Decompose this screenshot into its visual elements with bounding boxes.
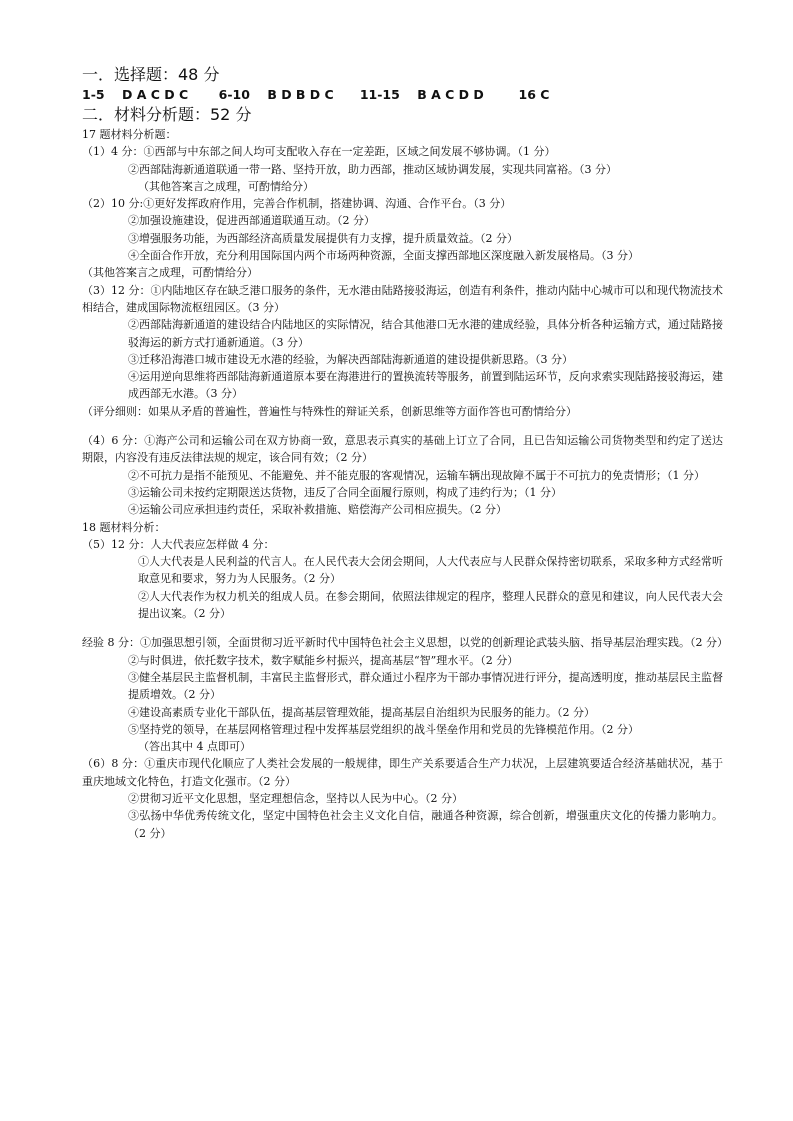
answer-line-q17-4-a: （4）6 分：①海产公司和运输公司在双方协商一致，意思表示真实的基础上订立了合同，且已告知运输公司货物类型和约定了送达期限，内容没有违反法律法规的规定，该合同有效；（2 分） bbox=[82, 434, 723, 465]
answer-line-q18-6-a: （6）8 分：①重庆市现代化顺应了人类社会发展的一般规律，即生产关系要适合生产力状况，上层建筑要适合经济基础状况，基于重庆地域文化特色，打造文化强市。（2 分） bbox=[82, 757, 723, 788]
answer-line-q17-1-a: （1）4 分：①西部与中东部之间人均可支配收入存在一定差距，区域之间发展不够协调。（1 分） bbox=[82, 145, 556, 159]
choice-answers: 1-5 D A C D C 6-10 B D B D C 11-15 B A C D D 16 C bbox=[82, 87, 550, 102]
answer-line-q17-2-a: （2）10 分:①更好发挥政府作用，完善合作机制，搭建协调、沟通、合作平台。（3 分） bbox=[82, 197, 512, 211]
answer-line-q18-exp-f: （答出其中 4 点即可） bbox=[138, 740, 251, 754]
answer-line-q18-title: 18 题材料分析： bbox=[82, 520, 166, 534]
answer-line-q18-exp-d: ④建设高素质专业化干部队伍，提高基层管理效能，提高基层自治组织为民服务的能力。（2 分） bbox=[128, 705, 595, 719]
answer-line-q17-1-b: ②西部陆海新通道联通一带一路、坚持开放，助力西部，推动区域协调发展，实现共同富裕。（3 分） bbox=[128, 162, 617, 176]
answer-line-q18-exp-a: 经验 8 分：①加强思想引领，全面贯彻习近平新时代中国特色社会主义思想，以党的创新理论武装头脑、指导基层治理实践。（2 分） bbox=[82, 636, 728, 650]
answer-line-q17-1-c: （其他答案言之成理，可酌情给分） bbox=[138, 179, 314, 193]
answer-line-q18-5-b: ①人大代表是人民利益的代言人。在人民代表大会闭会期间，人大代表应与人民群众保持密切联系，采取多种方式经常听取意见和要求，努力为人民服务。（2 分） bbox=[138, 555, 723, 586]
answer-line-q17-2-d: ④全面合作开放，充分利用国际国内两个市场两种资源，全面支撑西部地区深度融入新发展格局。（3 分） bbox=[128, 249, 639, 263]
section1-heading: 一．选择题：48 分 bbox=[82, 65, 220, 84]
answer-line-q17-4-c: ③运输公司未按约定期限送达货物，违反了合同全面履行原则，构成了违约行为；（1 分） bbox=[128, 485, 562, 499]
answer-line-q17-3-c: ③迁移沿海港口城市建设无水港的经验，为解决西部陆海新通道的建设提供新思路。（3 分） bbox=[128, 352, 573, 366]
answer-line-q18-exp-e: ⑤坚持党的领导，在基层网格管理过程中发挥基层党组织的战斗堡垒作用和党员的先锋模范作用。（2 分） bbox=[128, 722, 639, 736]
answer-line-q17-2-e: （其他答案言之成理，可酌情给分） bbox=[82, 266, 258, 280]
answer-line-q17-title: 17 题材料分析题： bbox=[82, 128, 177, 141]
answer-body bbox=[82, 126, 728, 842]
answer-line-q17-4-b: ②不可抗力是指不能预见、不能避免、并不能克服的客观情况，运输车辆出现故障不属于不可抗力的免责情形；（1 分） bbox=[128, 468, 705, 482]
answer-line-q18-exp-b: ②与时俱进，依托数字技术，数字赋能乡村振兴，提高基层“智”理水平。（2 分） bbox=[128, 653, 519, 667]
answer-line-q18-5-a: （5）12 分：人大代表应怎样做 4 分： bbox=[82, 537, 275, 551]
answer-line-q17-2-b: ②加强设施建设，促进西部通道联通互动。（2 分） bbox=[128, 214, 375, 228]
answer-line-q17-3-e: （评分细则：如果从矛盾的普遍性，普遍性与特殊性的辩证关系，创新思维等方面作答也可酌情给分） bbox=[82, 404, 577, 418]
answer-line-q17-2-c: ③增强服务功能，为西部经济高质量发展提供有力支撑，提升质量效益。（2 分） bbox=[128, 231, 518, 245]
answer-line-q17-3-d: ④运用逆向思维将西部陆海新通道原本要在海港进行的置换流转等服务，前置到陆运环节，反向求索实现陆路接驳海运，建成西部无水港。（3 分） bbox=[128, 370, 723, 401]
answer-line-q18-5-c: ②人大代表作为权力机关的组成人员。在参会期间，依照法律规定的程序，整理人民群众的意见和建议，向人民代表大会提出议案。（2 分） bbox=[138, 589, 723, 621]
answer-line-q17-3-b: ②西部陆海新通道的建设结合内陆地区的实际情况，结合其他港口无水港的建成经验，具体分析各种运输方式，通过陆路接驳海运的新方式打通新通道。（3 分） bbox=[128, 318, 723, 349]
answer-line-q17-3-a: （3）12 分：①内陆地区存在缺乏港口服务的条件，无水港由陆路接驳海运，创造有利条件，推动内陆中心城市可以和现代物流技术相结合，建成国际物流枢纽园区。（3 分） bbox=[82, 283, 723, 314]
answer-line-q18-6-c: ③弘扬中华优秀传统文化，坚定中国特色社会主义文化自信，融通各种资源，综合创新，增强重庆文化的传播力影响力。（2 分） bbox=[128, 809, 723, 840]
answer-line-q18-6-b: ②贯彻习近平文化思想，坚定理想信念，坚持以人民为中心。（2 分） bbox=[128, 791, 463, 805]
answer-line-blank-2 bbox=[82, 622, 723, 634]
answer-line-q18-exp-c: ③健全基层民主监督机制，丰富民主监督形式，群众通过小程序为干部办事情况进行评分，提高透明度，推动基层民主监督提质增效。（2 分） bbox=[128, 670, 723, 702]
answer-line-blank-1 bbox=[82, 420, 723, 432]
section2-heading: 二．材料分析题：52 分 bbox=[82, 105, 252, 124]
answer-line-q17-4-d: ④运输公司应承担违约责任，采取补救措施、赔偿海产公司相应损失。（2 分） bbox=[128, 503, 507, 517]
